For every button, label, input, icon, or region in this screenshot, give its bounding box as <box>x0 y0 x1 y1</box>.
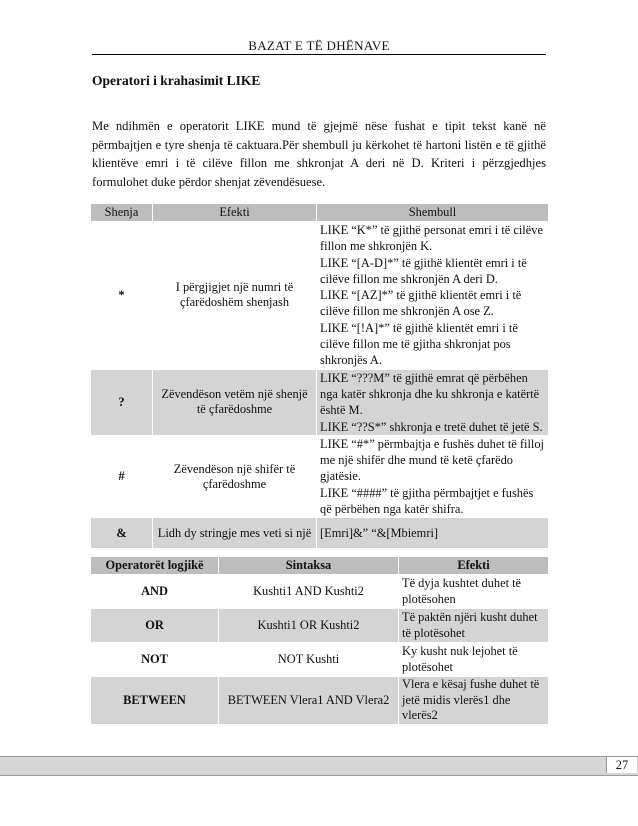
table-row <box>91 370 548 435</box>
syntax-cell: Kushti1 OR Kushti2 <box>219 609 398 642</box>
section-title: Operatori i krahasimit LIKE <box>92 73 261 88</box>
example-cell <box>317 436 548 517</box>
logical-operators-table <box>90 556 549 725</box>
effect-cell <box>399 643 548 676</box>
effect-line: Të dyja kushtet duhet të <box>402 576 522 590</box>
column-header: Operatorët logjikë <box>91 557 218 574</box>
effect-cell <box>399 609 548 642</box>
column-header: Shembull <box>317 204 548 221</box>
sign-cell: & <box>91 518 152 548</box>
table-row <box>91 222 548 369</box>
effect-cell: I përgjigjet një numri të çfarëdoshëm shenjash <box>153 222 316 369</box>
effect-cell: Lidh dy stringje mes veti si një <box>153 518 316 548</box>
column-header: Shenja <box>91 204 152 221</box>
example-line: LIKE “[A-D]*” të gjithë klientët emri i të <box>320 255 527 270</box>
syntax-cell: Kushti1 AND Kushti2 <box>219 575 398 608</box>
example-line: nga katër shkronja dhe ku shkronja e katërtë <box>320 386 540 401</box>
operator-cell: AND <box>91 575 218 608</box>
like-operators-table <box>90 203 549 549</box>
example-line: LIKE “#*” përmbajtja e fushës duhet të filloj <box>320 436 544 451</box>
example-cell <box>317 370 548 435</box>
example-line: cilëve fillon me shkronjën A ose Z. <box>320 304 494 319</box>
example-line: cilëve fillon me të gjitha shkronjat pos <box>320 337 511 352</box>
effect-line: Vlera e kësaj fushe duhet të <box>402 677 540 692</box>
syntax-cell: NOT Kushti <box>219 643 398 676</box>
sign-cell: # <box>91 436 152 517</box>
example-line: LIKE “K*” të gjithë personat emri i të cilëve <box>320 223 543 237</box>
example-line: që përbëhen nga katër shifra. <box>320 502 464 517</box>
effect-cell: Zëvendëson vetëm një shenjë të çfarëdoshme <box>153 370 316 435</box>
example-line: cilëve fillon me shkronjën A deri D. <box>320 271 498 286</box>
table-row <box>91 677 548 724</box>
effect-line: Ky kusht nuk lejohet të <box>402 644 518 658</box>
example-cell <box>317 518 548 548</box>
example-line: LIKE “???M” të gjithë emrat që përbëhen <box>320 370 528 385</box>
example-line: me një shifër dhe mund të ketë çfarëdo <box>320 453 514 468</box>
effect-cell: Zëvendëson një shifër të çfarëdoshme <box>153 436 316 517</box>
running-header: BAZAT E TË DHËNAVE <box>248 38 390 53</box>
effect-line: Të paktën njëri kusht duhet <box>402 610 538 624</box>
column-header: Efekti <box>399 557 548 574</box>
header-rule <box>92 54 546 55</box>
sign-cell: ? <box>91 370 152 435</box>
example-line: LIKE “[AZ]*” të gjithë klientët emri i të <box>320 288 522 303</box>
effect-line: vlerës2 <box>402 708 438 723</box>
effect-line: plotësohet <box>402 659 453 674</box>
table-row <box>91 436 548 517</box>
effect-line: plotësohen <box>402 591 456 606</box>
effect-line: jetë midis vlerës1 dhe <box>402 692 511 707</box>
page-number: 27 <box>606 757 637 773</box>
body-paragraph: Me ndihmën e operatorit LIKE mund të gjejmë nëse fushat e tipit tekst kanë në përmbajtjen e tyre shenja të caktuara.Për shembull ju kërkohet të hartoni listën e të gjithë klientëve emri i të cilëve fillon me shkronjat A deri në D. Kriteri i përzgjedhjes formulohet duke përdor shenjat zëvendësuese. <box>92 119 546 189</box>
table-row <box>91 575 548 608</box>
operator-cell: OR <box>91 609 218 642</box>
table-row <box>91 609 548 642</box>
column-header: Efekti <box>153 204 316 221</box>
operator-cell: BETWEEN <box>91 677 218 724</box>
effect-line: të plotësohet <box>402 625 465 640</box>
operator-cell: NOT <box>91 643 218 676</box>
example-line: gjatësie. <box>320 469 361 484</box>
table-row <box>91 518 548 548</box>
example-line: [Emri]&” “&[Mbiemri] <box>320 526 439 541</box>
syntax-cell: BETWEEN Vlera1 AND Vlera2 <box>219 677 398 724</box>
example-line: fillon me shkronjën K. <box>320 239 433 254</box>
table-header-row <box>91 204 548 221</box>
sign-cell: * <box>91 222 152 369</box>
example-line: LIKE “####” të gjitha përmbajtjet e fushës <box>320 485 534 500</box>
effect-cell <box>399 677 548 724</box>
example-line: shkronjës A. <box>320 353 382 368</box>
table-header-row <box>91 557 548 574</box>
example-cell <box>317 222 548 369</box>
table-row <box>91 643 548 676</box>
column-header: Sintaksa <box>219 557 398 574</box>
example-line: LIKE “[!A]*” të gjithë klientët emri i të <box>320 320 518 335</box>
example-line: LIKE “??S*” shkronja e tretë duhet të jetë S. <box>320 419 543 434</box>
footer-bar <box>0 756 638 776</box>
effect-cell <box>399 575 548 608</box>
example-line: është M. <box>320 403 363 418</box>
